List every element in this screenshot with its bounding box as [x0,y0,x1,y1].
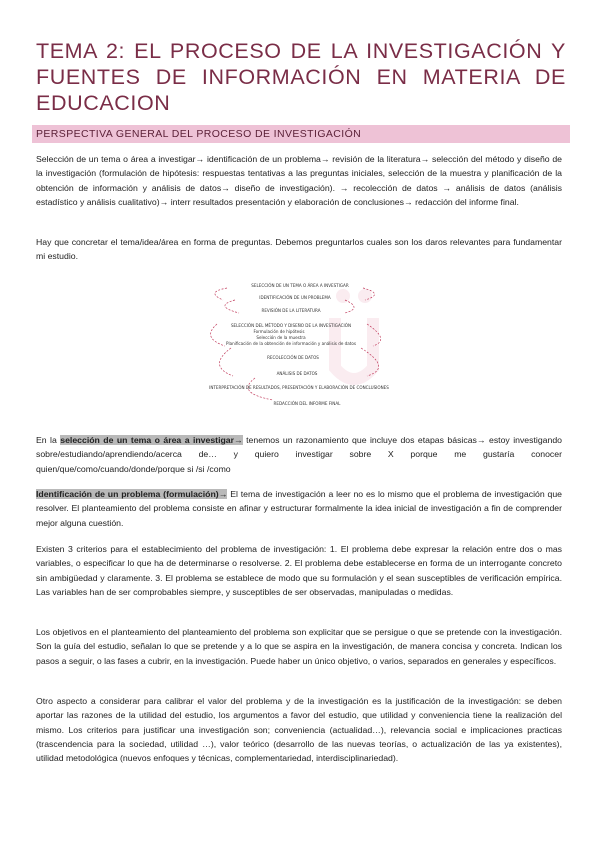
p4-rest: El tema de investigación a leer no es lo mismo que el problema de investigación que resolver. El planteamiento del problema consiste en afinar y estructurar formalmente la idea inicial de investigación a fin de comprender mejor alguna cuestión. [36,489,562,528]
diagram-step-3: REVISIÓN DE LA LITERATURA [261,308,321,313]
diagram-step-9: ANÁLISIS DE DATOS [276,371,318,376]
diagram-step-4: SELECCIÓN DEL MÉTODO Y DISEÑO DE LA INVESTIGACIÓN [230,323,352,328]
diagram-step-6: Selección de la muestra [256,335,306,340]
diagram-step-11: REDACCIÓN DEL INFORME FINAL [273,401,341,406]
paragraph-objectives: Los objetivos en el planteamiento del planteamiento del problema son explicitar que se persigue o que se pretende con la investigación. Son la guía del estudio, señalan lo que se pretende y a lo que se aspira en la investigación, de manera concisa y concreta. Indican los pasos a seguir, o las fases a cubrir, en la investigación. Puede haber un único objetivo, o varios, separados en generales y específicos. [36,627,562,666]
paragraph-criteria: Existen 3 criterios para el establecimiento del problema de investigación: 1. El problema debe expresar la relación entre dos o mas variables, o especificar lo que ha de determinarse o resolverse. 2. El problema debe establecerse en forma de un interrogante concreto sin ambigüedad y claramente. 3. El problema se establece de modo que su formulación y el sean susceptibles de verificación empírica. Las variables han de ser comprobables siempre, y susceptibles de ser observadas, manipuladas o medidas. [36,544,562,597]
diagram-step-10: INTERPRETACIÓN DE RESULTADOS, PRESENTACIÓN Y ELABORACIÓN DE CONCLUSIONES [209,385,389,390]
paragraph-process-overview: Selección de un tema o área a investigar→ identificación de un problema→ revisión de la literatura→ selección del método y diseño de la investigación (formulación de hipótesis: respuestas tentativas a las preguntas iniciales, selección de la muestra y planificación de la obtención de información y análisis de datos→ diseño de investigación). → recolección de datos → análisis de datos (análisis estadístico y análisis cualitativo)→ interr resultados presentación y elaboración de conclusiones→ redacción del informe final. [36,154,562,207]
diagram-step-5: Formulación de hipótesis [253,329,305,334]
process-diagram [195,278,405,410]
diagram-step-8: RECOLECCIÓN DE DATOS [267,355,319,360]
paragraph-questions: Hay que concretar el tema/idea/área en forma de preguntas. Debemos preguntarlos cuales son los daros relevantes para fundamentar mi estudio. [36,237,562,262]
right-arrow-icon: → [234,435,243,445]
right-arrow-icon: → [218,489,228,499]
arrow-5 [211,324,225,346]
arrow-1 [215,288,227,300]
diagram-step-7: Planificación de la obtención de información y análisis de datos [225,341,357,346]
p3-prefix: En la [36,435,57,445]
paragraph-problem-identification [36,487,562,530]
diagram-step-1: SELECCIÓN DE UN TEMA O ÁREA A INVESTIGAR [251,283,349,288]
process-diagram-svg [195,278,405,410]
arrow-3 [225,300,239,313]
watermark-logo [335,289,373,379]
p3-highlight: selección de un tema o área a investigar→ [60,435,243,445]
arrow-7 [219,348,233,376]
section-heading-bar [32,125,570,143]
p3-rest: tenemos un razonamiento que incluye dos etapas básicas→ estoy investigando sobre/estudiando/aprendiendo/acerca de… y quiero investigar sobre X porque me gustaría conocer quien/que/como/cuando/donde/porque si /si /como [36,435,562,474]
paragraph-justification: Otro aspecto a considerar para calibrar el valor del problema y de la investigación es la justificación de la investigación: se deben aportar las razones de la utilidad del estudio, los argumentos a favor del estudio, que utilidad y conveniencia tiene la realización del mismo. Los criterios para justificar una investigación son; conveniencia (actualidad…), relevancia social e implicaciones practicas (trascendencia para la sociedad, utilidad …), valor teórico (desarrollo de las nuevas teorías, o actualización de las ya existentes), utilidad metodológica (nuevos enfoques y técnicas, complementariedad, interdisciplinariedad). [36,696,562,764]
diagram-step-2: IDENTIFICACIÓN DE UN PROBLEMA [259,295,331,300]
p4-highlight: Identificación de un problema (formulación)→ [36,489,228,499]
section-heading: PERSPECTIVA GENERAL DEL PROCESO DE INVESTIGACIÓN [36,128,362,140]
document-title: TEMA 2: EL PROCESO DE LA INVESTIGACIÓN Y FUENTES DE INFORMACIÓN EN MATERIA DE EDUCACION [36,39,566,115]
paragraph-topic-selection [36,433,562,476]
